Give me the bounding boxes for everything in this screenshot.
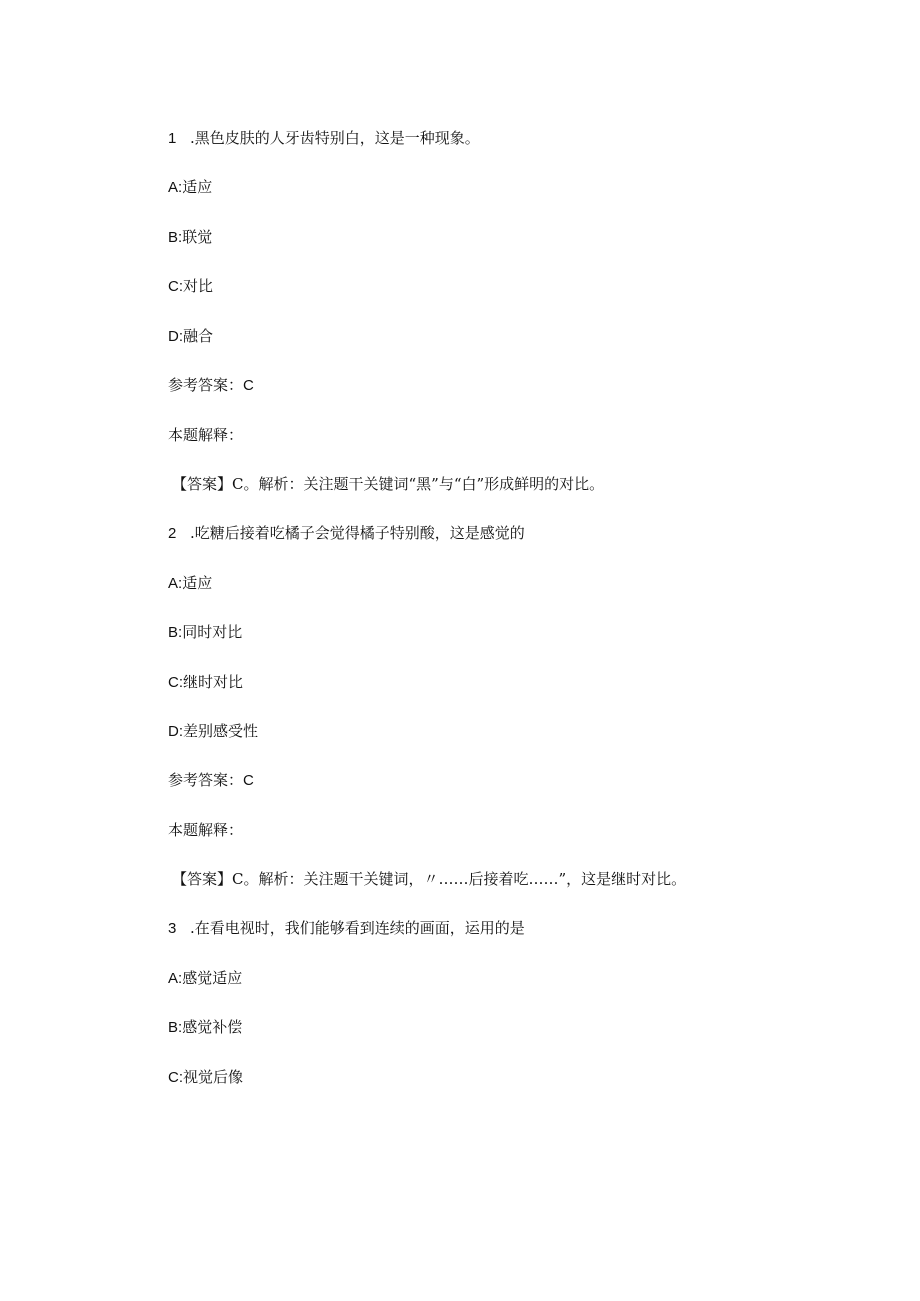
explanation-text: 【答案】C。解析：关注题干关键词“黑”与“白”形成鲜明的对比。 xyxy=(172,475,605,493)
option-c xyxy=(168,1067,243,1088)
option-c xyxy=(168,276,213,297)
option-letter: D: xyxy=(168,328,183,345)
option-text: 适应 xyxy=(182,574,213,592)
option-a xyxy=(168,177,212,198)
option-text: 对比 xyxy=(183,277,214,295)
question-1-stem xyxy=(168,128,480,149)
answer-line xyxy=(168,770,254,791)
option-text: 融合 xyxy=(183,327,214,345)
explanation-text: 【答案】C。解析：关注题干关键词，〃……后接着吃……”，这是继时对比。 xyxy=(172,870,687,888)
option-b xyxy=(168,622,242,643)
question-2-stem xyxy=(168,523,525,544)
option-letter: B: xyxy=(168,1019,183,1036)
question-text: .黑色皮肤的人牙齿特别白，这是一种现象。 xyxy=(190,129,480,147)
answer-label: 参考答案： xyxy=(168,771,244,789)
option-text: 同时对比 xyxy=(182,623,243,641)
explain-label: 本题解释： xyxy=(168,821,244,839)
option-letter: D: xyxy=(168,723,183,740)
option-text: 继时对比 xyxy=(183,673,244,691)
option-letter: C: xyxy=(168,674,183,691)
question-text: .吃糖后接着吃橘子会觉得橘子特别酸，这是感觉的 xyxy=(190,524,525,542)
option-text: 差别感受性 xyxy=(183,722,259,740)
option-letter: B: xyxy=(168,624,183,641)
option-text: 适应 xyxy=(182,178,213,196)
option-d xyxy=(168,721,258,742)
answer-value: C xyxy=(243,377,254,394)
answer-value: C xyxy=(243,772,254,789)
answer-line xyxy=(168,375,254,396)
option-letter: A: xyxy=(168,179,183,196)
option-letter: A: xyxy=(168,970,183,987)
question-number: 1 xyxy=(168,130,177,147)
option-letter: B: xyxy=(168,229,183,246)
option-letter: C: xyxy=(168,1069,183,1086)
option-c xyxy=(168,672,243,693)
question-3-stem xyxy=(168,918,525,939)
explain-label: 本题解释： xyxy=(168,426,244,444)
question-text: .在看电视时，我们能够看到连续的画面，运用的是 xyxy=(190,919,525,937)
option-b xyxy=(168,227,212,248)
option-a xyxy=(168,573,212,594)
option-letter: A: xyxy=(168,575,183,592)
option-text: 感觉补偿 xyxy=(182,1018,243,1036)
option-text: 联觉 xyxy=(182,228,213,246)
question-number: 3 xyxy=(168,920,177,937)
option-text: 视觉后像 xyxy=(183,1068,244,1086)
question-number: 2 xyxy=(168,525,177,542)
option-a xyxy=(168,968,242,989)
option-d xyxy=(168,326,213,347)
answer-label: 参考答案： xyxy=(168,376,244,394)
option-b xyxy=(168,1017,242,1038)
option-text: 感觉适应 xyxy=(182,969,243,987)
option-letter: C: xyxy=(168,278,183,295)
